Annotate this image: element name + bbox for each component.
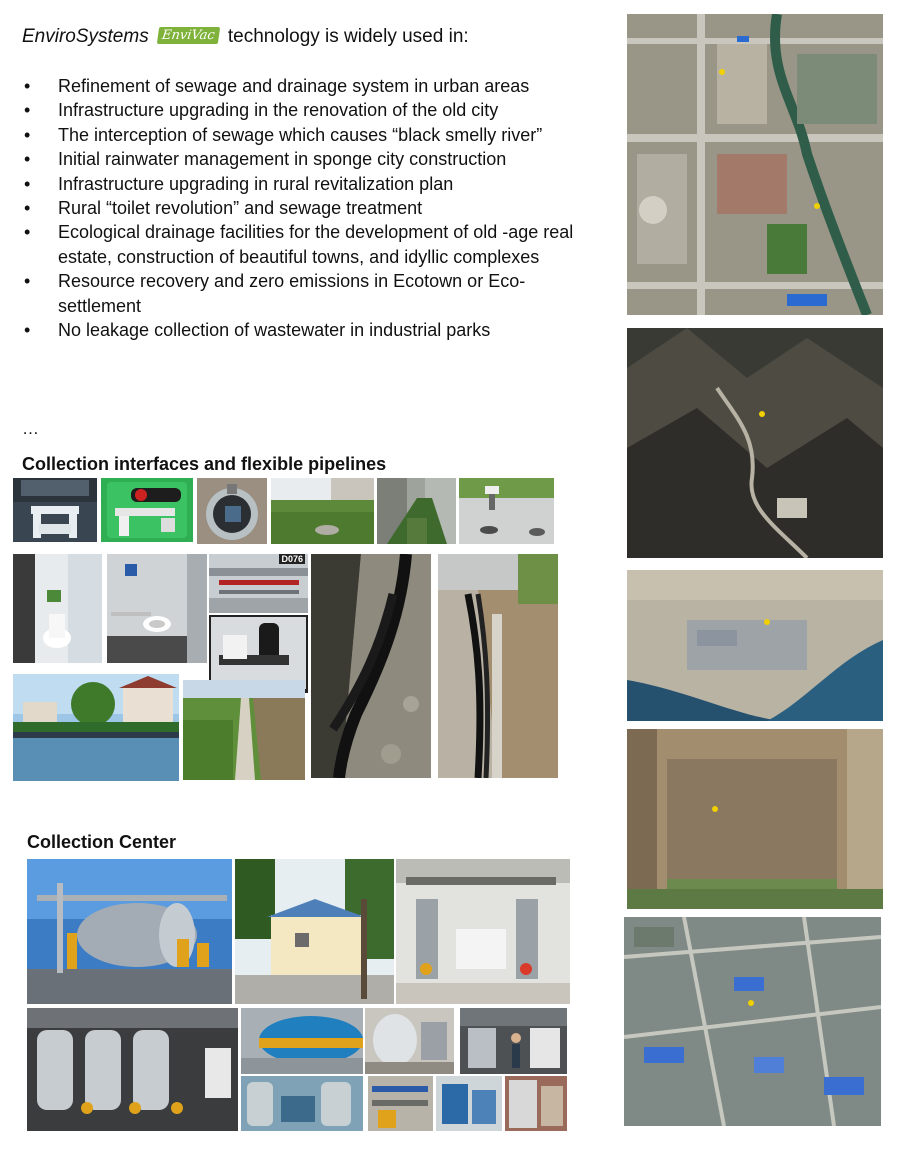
photo-riverside-houses — [13, 674, 179, 781]
list-item-text: Initial rainwater management in sponge city construction — [58, 149, 507, 170]
satellite-rural-village — [627, 729, 883, 909]
photo-paved-inlets — [459, 478, 554, 544]
applications-list — [22, 74, 582, 342]
photo-pump-room — [396, 859, 570, 1004]
intro-text: technology is widely used in: — [227, 26, 469, 47]
list-item — [22, 269, 582, 318]
list-item — [22, 318, 582, 342]
bullet: • — [24, 198, 31, 219]
section-heading-interfaces: Collection interfaces and flexible pipelines — [22, 454, 387, 474]
photo-bathroom-toilet — [13, 554, 102, 663]
bullet: • — [24, 271, 31, 292]
photo-sign-label: D076 — [281, 554, 303, 564]
photo-blue-tank — [241, 1008, 363, 1074]
list-item-text: No leakage collection of wastewater in industrial parks — [58, 320, 491, 341]
list-item — [22, 196, 582, 220]
bullet: • — [24, 320, 31, 341]
list-item — [22, 74, 582, 98]
list-item — [22, 220, 582, 269]
photo-pipes-on-rocks — [311, 554, 431, 778]
list-item-text: The interception of sewage which causes “black smelly river” — [58, 124, 543, 145]
photo-accessible-toilet — [107, 554, 207, 663]
photo-manhole-chamber — [197, 478, 267, 544]
list-item-text: Infrastructure upgrading in the renovation of the old city — [58, 100, 499, 121]
photo-green-vacuum-valve — [101, 478, 193, 542]
envivac-logo: EnviVac — [157, 27, 220, 44]
photo-cabinet — [505, 1076, 567, 1131]
section-heading-center: Collection Center — [27, 832, 177, 852]
list-item-text: Rural “toilet revolution” and sewage treatment — [58, 198, 423, 219]
ellipsis: … — [22, 419, 39, 438]
photo-pipe-rack — [368, 1076, 433, 1131]
photo-vacuum-tank-outdoor — [27, 859, 232, 1004]
photo-blue-equipment — [436, 1076, 502, 1131]
list-item — [22, 147, 582, 171]
photo-pipes-in-trench — [438, 554, 558, 778]
list-item-text: Ecological drainage facilities for the development of old -age real estate, construction of beautiful towns, and idyllic complexes — [58, 222, 574, 267]
photo-tank-row — [27, 1008, 238, 1131]
bullet: • — [24, 149, 31, 170]
satellite-industrial-park — [624, 917, 881, 1126]
bullet: • — [24, 76, 31, 96]
satellite-coastal-industrial — [627, 570, 883, 721]
bullet: • — [24, 222, 31, 243]
photo-station-building — [235, 859, 394, 1004]
photo-wall-pipe-interface — [13, 478, 97, 542]
list-item-text: Refinement of sewage and drainage system in urban areas — [58, 76, 530, 96]
bullet: • — [24, 100, 31, 121]
photo-drainage-ditch — [377, 478, 456, 544]
photo-field-channel — [183, 680, 305, 780]
satellite-urban-district — [627, 14, 883, 315]
bullet: • — [24, 124, 31, 145]
list-item-text: Infrastructure upgrading in rural revitalization plan — [58, 173, 454, 194]
list-item — [22, 98, 582, 122]
bullet: • — [24, 173, 31, 194]
photo-steel-tanks — [241, 1076, 363, 1131]
photo-control-room — [460, 1008, 567, 1074]
brand-name: EnviroSystems — [22, 26, 149, 47]
list-item-text: Resource recovery and zero emissions in Ecotown or Eco-settlement — [58, 271, 526, 316]
photo-garden-manhole — [271, 478, 374, 544]
list-item — [22, 123, 582, 147]
satellite-mountain-valley — [627, 328, 883, 558]
list-item — [22, 172, 582, 196]
photo-small-tank — [365, 1008, 454, 1074]
photo-interface-sign — [209, 554, 308, 613]
intro-line — [22, 26, 469, 48]
